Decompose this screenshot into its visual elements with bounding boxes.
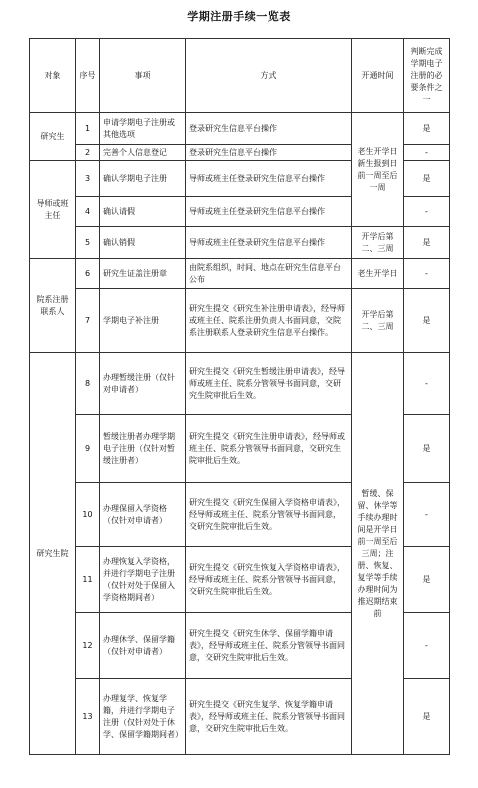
row-required: 是	[404, 289, 450, 353]
row-required: 是	[404, 161, 450, 197]
row-method: 登录研究生信息平台操作	[186, 145, 352, 161]
row-method: 研究生提交《研究生休学、保留学籍申请表》，经导师或班主任、院系分管领导书面同意，交研究生院审批后生效。	[186, 613, 352, 679]
row-item: 办理保留入学资格（仅针对申请者）	[100, 483, 186, 547]
table-row	[30, 227, 450, 259]
row-number: 2	[76, 145, 100, 161]
row-item: 申请学期电子注册或其他选项	[100, 113, 186, 145]
row-required: -	[404, 483, 450, 547]
time-cell-4: 开学后第二、三周	[352, 289, 404, 353]
group-dept-contact: 院系注册联系人	[30, 259, 76, 353]
row-item: 办理复学、恢复学籍，并进行学期电子注册（仅针对处于休学、保留学籍期间者）	[100, 679, 186, 755]
row-number: 10	[76, 483, 100, 547]
registration-table	[29, 38, 450, 755]
group-grad-school: 研究生院	[30, 353, 76, 755]
row-item: 办理暂缓注册（仅针对申请者）	[100, 353, 186, 415]
table-row	[30, 353, 450, 415]
row-required: -	[404, 613, 450, 679]
row-number: 1	[76, 113, 100, 145]
row-required: 是	[404, 227, 450, 259]
row-required: -	[404, 145, 450, 161]
header-item: 事项	[100, 39, 186, 113]
table-header-row	[30, 39, 450, 113]
header-method: 方式	[186, 39, 352, 113]
header-required: 判断完成学期电子注册的必要条件之一	[404, 39, 450, 113]
row-item: 学期电子补注册	[100, 289, 186, 353]
row-number: 9	[76, 415, 100, 483]
table-row	[30, 289, 450, 353]
row-number: 13	[76, 679, 100, 755]
row-required: 是	[404, 415, 450, 483]
row-number: 11	[76, 547, 100, 613]
row-number: 7	[76, 289, 100, 353]
row-number: 8	[76, 353, 100, 415]
row-item: 完善个人信息登记	[100, 145, 186, 161]
row-method: 登录研究生信息平台操作	[186, 113, 352, 145]
group-advisor: 导师或班主任	[30, 161, 76, 259]
page-title: 学期注册手续一览表	[187, 10, 291, 23]
row-item: 办理恢复入学资格，并进行学期电子注册（仅针对处于保留入学资格期间者）	[100, 547, 186, 613]
row-item: 研究生证盖注册章	[100, 259, 186, 289]
row-required: -	[404, 259, 450, 289]
group-student: 研究生	[30, 113, 76, 161]
time-cell-5: 暂缓、保留、休学等手续办理时间是开学日前一周至后三周；注册、恢复、复学等手续办理时间为推迟期结束前	[352, 353, 404, 755]
row-method: 导师或班主任登录研究生信息平台操作	[186, 227, 352, 259]
row-number: 12	[76, 613, 100, 679]
row-item: 暂缓注册者办理学期电子注册（仅针对暂缓注册者）	[100, 415, 186, 483]
row-method: 研究生提交《研究生恢复入学资格申请表》，经导师或班主任、院系分管领导书面同意，交研究生院审批后生效。	[186, 547, 352, 613]
header-object: 对象	[30, 39, 76, 113]
row-item: 确认请假	[100, 197, 186, 227]
row-method: 由院系组织，时间、地点在研究生信息平台公布	[186, 259, 352, 289]
row-method: 导师或班主任登录研究生信息平台操作	[186, 161, 352, 197]
row-method: 研究生提交《研究生暂缓注册申请表》，经导师或班主任、院系分管领导书面同意，交研究生院审批后生效。	[186, 353, 352, 415]
row-required: 是	[404, 547, 450, 613]
row-number: 4	[76, 197, 100, 227]
time-cell-2: 开学后第二、三周	[352, 227, 404, 259]
row-method: 研究生提交《研究生复学、恢复学籍申请表》，经导师或班主任、院系分管领导书面同意，交研究生院审批后生效。	[186, 679, 352, 755]
row-method: 研究生提交《研究生补注册申请表》，经导师或班主任、院系注册负责人书面同意，交院系注册联系人登录研究生信息平台操作。	[186, 289, 352, 353]
row-item: 办理休学、保留学籍（仅针对申请者）	[100, 613, 186, 679]
row-required: 是	[404, 113, 450, 145]
row-method: 研究生提交《研究生注册申请表》，经导师或班主任、院系分管领导书面同意，交研究生院审批后生效。	[186, 415, 352, 483]
row-number: 5	[76, 227, 100, 259]
row-method: 研究生提交《研究生保留入学资格申请表》，经导师或班主任、院系分管领导书面同意，交研究生院审批后生效。	[186, 483, 352, 547]
header-time: 开通时间	[352, 39, 404, 113]
time-cell-3: 老生开学日	[352, 259, 404, 289]
row-required: 是	[404, 679, 450, 755]
row-required: -	[404, 197, 450, 227]
row-required: -	[404, 353, 450, 415]
time-cell-1: 老生开学日新生报到日前一周至后一周	[352, 113, 404, 227]
row-method: 导师或班主任登录研究生信息平台操作	[186, 197, 352, 227]
table-row	[30, 259, 450, 289]
row-number: 3	[76, 161, 100, 197]
table-row	[30, 113, 450, 145]
row-item: 确认销假	[100, 227, 186, 259]
row-item: 确认学期电子注册	[100, 161, 186, 197]
row-number: 6	[76, 259, 100, 289]
header-no: 序号	[76, 39, 100, 113]
